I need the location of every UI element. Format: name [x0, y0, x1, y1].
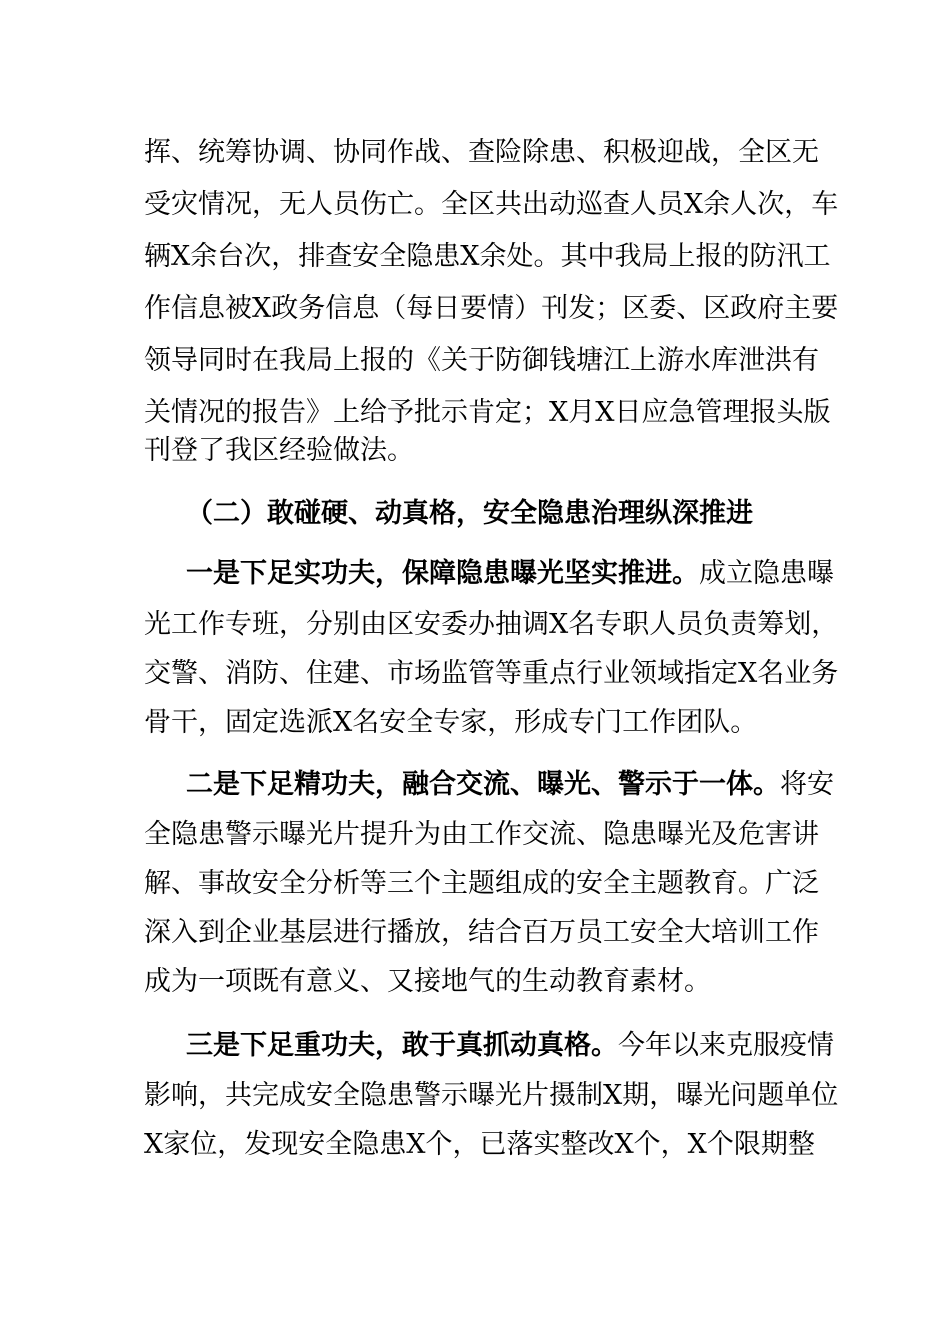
item-first-line [186, 548, 834, 600]
paragraph-line: 刊登了我区经验做法。 [144, 435, 414, 466]
paragraph-line: 受灾情况，无人员伤亡。全区共出动巡查人员X余人次，车 [144, 189, 839, 220]
paragraph-line: 影响，共完成安全隐患警示曝光片摄制X期，曝光问题单位 [144, 1080, 839, 1111]
paragraph-line: 深入到企业基层进行播放，结合百万员工安全大培训工作 [144, 917, 819, 948]
section-heading: （二）敢碰硬、动真格，安全隐患治理纵深推进 [186, 498, 753, 529]
item-first-line [186, 759, 834, 811]
paragraph-line: 全隐患警示曝光片提升为由工作交流、隐患曝光及危害讲 [144, 819, 819, 850]
paragraph-line: 辆X余台次，排查安全隐患X余处。其中我局上报的防汛工 [144, 241, 831, 272]
item-lead: 二是下足精功夫，融合交流、曝光、警示于一体。 [186, 769, 780, 800]
item-lead: 一是下足实功夫，保障隐患曝光坚实推进。 [186, 558, 699, 589]
paragraph-line: 挥、统筹协调、协同作战、查险除患、积极迎战，全区无 [144, 137, 819, 168]
paragraph-line: 光工作专班，分别由区安委办抽调X名专职人员负责筹划， [144, 609, 839, 640]
paragraph-line: 骨干，固定选派X名安全专家，形成专门工作团队。 [144, 707, 758, 738]
paragraph-line: 作信息被X政务信息（每日要情）刊发；区委、区政府主要 [144, 293, 839, 324]
item-lead: 三是下足重功夫，敢于真抓动真格。 [186, 1030, 618, 1061]
item-text: 今年以来克服疫情 [618, 1030, 834, 1061]
paragraph-line: X家位，发现安全隐患X个，已落实整改X个，X个限期整 [144, 1129, 815, 1160]
paragraph-line: 交警、消防、住建、市场监管等重点行业领域指定X名业务 [144, 658, 839, 689]
paragraph-line: 领导同时在我局上报的《关于防御钱塘江上游水库泄洪有 [144, 345, 819, 376]
item-text: 成立隐患曝 [699, 558, 834, 589]
paragraph-line: 成为一项既有意义、又接地气的生动教育素材。 [144, 966, 711, 997]
item-text: 将安 [780, 769, 834, 800]
item-first-line [186, 1020, 834, 1072]
paragraph-line: 关情况的报告》上给予批示肯定；X月X日应急管理报头版 [144, 397, 831, 428]
paragraph-line: 解、事故安全分析等三个主题组成的安全主题教育。广泛 [144, 868, 819, 899]
